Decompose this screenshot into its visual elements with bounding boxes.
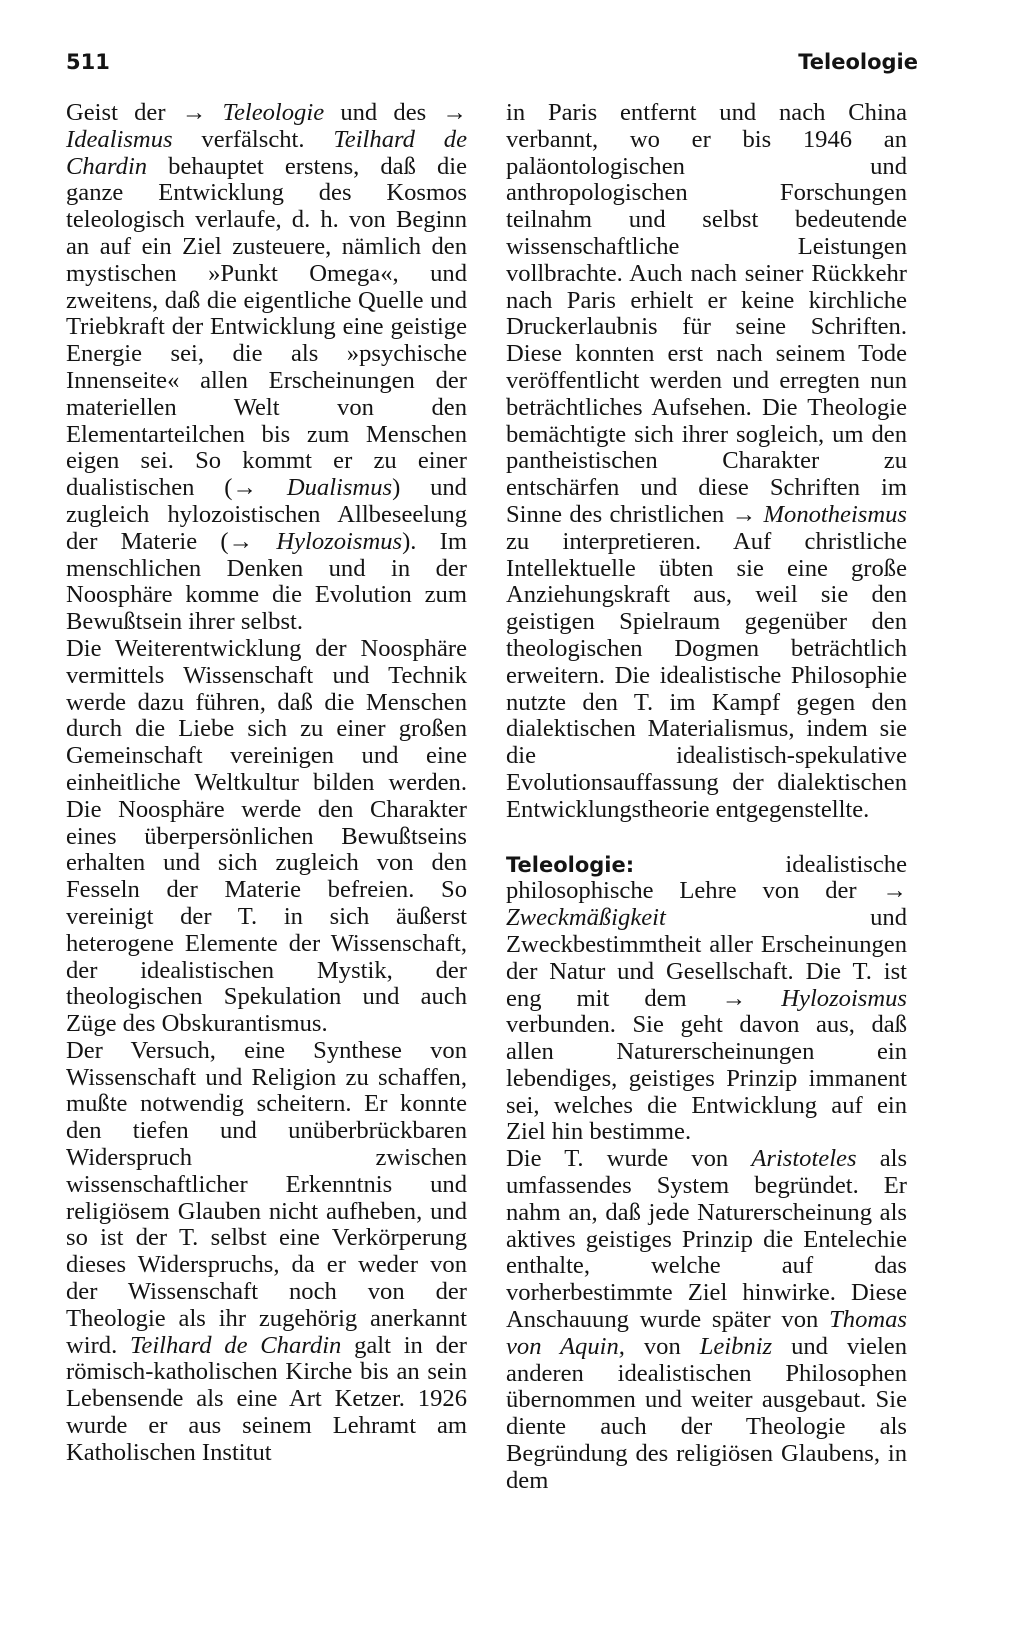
text-run: ). Im menschlichen Denken und in der Noosphäre komme die Evolution zum Bewußtsein ihrer selbst. — [66, 527, 467, 636]
right-column — [506, 100, 907, 1495]
page-header — [66, 44, 918, 84]
text-run: Der Versuch, eine Synthese von Wissenschaft und Religion zu schaffen, mußte notwendig scheitern. Er konnte den tiefen und unüberbrückbaren Widerspruch zwischen wissenschaftlicher Erkenntnis und religiösem Glauben nicht aufheben, und so ist der T. selbst eine Verkörperung dieses Widerspruchs, da er weder von der Wissenschaft noch von der Theologie als ihr zugehörig anerkannt wird. — [66, 1036, 467, 1359]
text-run: als umfassendes System begründet. Er nahm an, daß jede Naturerscheinung als aktives geistiges Prinzip die Entelechie enthalte, welche auf das vorherbestimmte Ziel hinwirke. Diese Anschauung wurde später von — [506, 1145, 908, 1334]
text-run: Geist der → — [66, 99, 223, 126]
cross-reference-term: Dualismus — [286, 474, 393, 502]
cross-reference-term: Zweckmäßigkeit — [506, 904, 666, 932]
text-run: Die Weiterentwicklung der Noosphäre vermittels Wissenschaft und Technik werde dazu führen, daß die Menschen durch die Liebe sich zu einer großen Gemeinschaft vereinigen und eine einheitliche Weltkultur bilden werden. Die Noosphäre werde den Charakter eines überpersönlichen Bewußtseins erhalten und sich zugleich von den Fesseln der Materie befreien. So vereinigt der T. in sich äußerst heterogene Elemente der Wissenschaft, der idealistischen Mystik, der theologischen Spekulation und auch Züge des Obskurantismus. — [66, 634, 467, 1038]
text-run: galt in der römisch-katholischen Kirche bis an sein Lebensende als eine Art Ketzer. 1926 wurde er aus seinem Lehramt am Katholischen Institut — [66, 1331, 467, 1466]
cross-reference-term: Teleologie — [222, 99, 325, 126]
text-run: Die T. wurde von — [506, 1145, 752, 1173]
cross-reference-term: Aristoteles — [751, 1145, 857, 1173]
paragraph — [506, 1146, 907, 1494]
text-run: behauptet erstens, daß die ganze Entwicklung des Kosmos teleologisch verlaufe, d. h. von Beginn an auf ein Ziel zusteuere, nämlich den mystischen »Punkt Omega«, und zweitens, daß die eigentliche Quelle und Triebkraft der Entwicklung eine geistige Energie sei, die als »psychische Innenseite« allen Erscheinungen der materiellen Welt von den Elementarteilchen bis zum Menschen eigen sei. So kommt er zu einer dualistischen (→ — [66, 152, 467, 502]
cross-reference-term: Leibniz — [699, 1332, 773, 1360]
text-run: und Zweckbestimmtheit aller Erscheinungen der Natur und Gesellschaft. Die T. ist eng mit dem → — [506, 904, 907, 1012]
page-number: 511 — [66, 50, 110, 74]
text-run: ) und zugleich hylozoistischen Allbeseelung der Materie (→ — [66, 474, 467, 555]
cross-reference-term: Monotheismus — [763, 500, 907, 528]
paragraph — [66, 636, 467, 1038]
text-run: verbunden. Sie geht davon aus, daß allen Naturerscheinungen ein lebendiges, geistiges Prinzip immanent sei, welches die Entwicklung auf ein Ziel hin bestimme. — [506, 1011, 907, 1146]
cross-reference-term: Hylozoismus — [781, 984, 907, 1012]
left-column — [66, 100, 467, 1467]
paragraph — [66, 100, 467, 636]
text-run: und des → — [324, 99, 468, 126]
cross-reference-term: Thomas von Aquin, — [506, 1306, 907, 1360]
cross-reference-term: Teilhard de Chardin — [129, 1331, 342, 1359]
text-run: und vielen anderen idealistischen Philosophen übernommen und weiter ausgebaut. Sie diente auch der Theologie als Begründung des religiösen Glaubens, in dem — [506, 1332, 907, 1494]
text-run: in Paris entfernt und nach China verbannt, wo er bis 1946 an paläontologischen und anthropologischen Forschungen teilnahm und selbst bedeutende wissenschaftliche Leistungen vollbrachte. Auch nach seiner Rückkehr nach Paris erhielt er keine kirchliche Druckerlaubnis für seine Schriften. Diese konnten erst nach seinem Tode veröffentlicht werden und erregten nun beträchtliches Aufsehen. Die Theologie bemächtigte sich ihrer sogleich, um den pantheistischen Charakter zu entschärfen und diese Schriften im Sinne des christlichen → — [506, 99, 907, 528]
text-run: verfälscht. — [172, 125, 334, 153]
paragraph — [506, 100, 907, 824]
text-run: von — [624, 1332, 700, 1360]
cross-reference-term: Idealismus — [66, 125, 173, 153]
entry-definition — [506, 851, 907, 1146]
text-run: zu interpretieren. Auf christliche Intellektuelle übten sie eine große Anziehungskraft aus, weil sie den geistigen Spielraum gegenüber den theologischen Dogmen beträchtlich erweitern. Die idealistische Philosophie nutzte den T. im Kampf gegen den dialektischen Materialismus, indem sie die idealistisch-spekulative Evolutionsauffassung der dialektischen Entwicklungstheorie entgegenstellte. — [506, 527, 907, 823]
cross-reference-term: Hylozoismus — [276, 527, 403, 555]
running-head: Teleologie — [798, 50, 918, 74]
paragraph — [66, 1038, 467, 1467]
dictionary-entry-teleologie — [506, 852, 907, 1147]
entry-headword: Teleologie: — [506, 852, 635, 877]
cross-reference-term: Teilhard de Chardin — [66, 125, 467, 180]
text-run: idealistische philosophische Lehre von der → — [506, 850, 907, 905]
